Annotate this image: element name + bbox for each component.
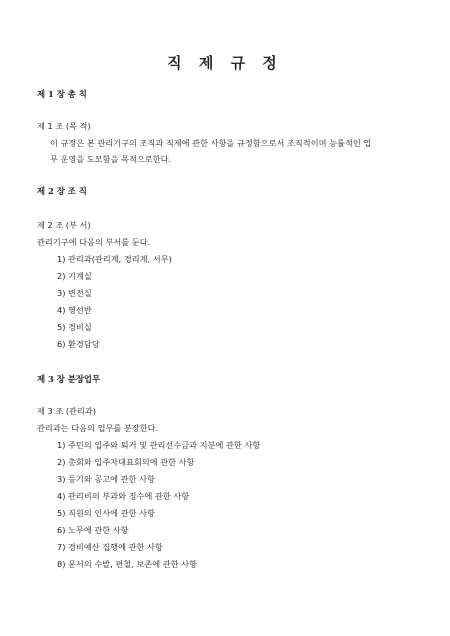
chapter-2-heading: 제 2 장 조 직 <box>37 186 87 196</box>
list-item: 6) 노무에 관한 사항 <box>57 525 129 535</box>
list-item: 8) 문서의 수발, 편철, 보존에 관한 사항 <box>57 559 197 569</box>
document-title: 직 제 규 정 <box>167 54 283 72</box>
article-1-text-line-2: 무 운영을 도모함을 목적으로한다. <box>50 154 172 164</box>
chapter-3-heading: 제 3 장 분장업무 <box>37 374 101 384</box>
list-item: 4) 영선반 <box>57 305 92 315</box>
list-item: 1) 관리과(관리계, 경리계, 서무) <box>57 254 172 264</box>
chapter-1-heading: 제 1 장 총 칙 <box>37 89 87 99</box>
list-item: 3) 변전실 <box>57 288 92 298</box>
list-item: 1) 주민의 입주와 퇴거 및 관리선수금과 지분에 관한 사항 <box>57 440 261 450</box>
article-3-heading: 제 3 조 (관리과) <box>37 406 96 416</box>
article-2-intro: 관리기구에 다음의 부서를 둔다. <box>37 237 151 247</box>
article-1-heading: 제 1 조 (목 적) <box>37 121 91 131</box>
list-item: 2) 총회와 입주자대표회의에 관한 사항 <box>57 457 195 467</box>
list-item: 2) 기계실 <box>57 271 92 281</box>
article-2-heading: 제 2 조 (부 서) <box>37 220 91 230</box>
list-item: 3) 등기와 공고에 관한 사항 <box>57 474 155 484</box>
list-item: 5) 경비실 <box>57 322 92 332</box>
list-item: 4) 관리비의 부과와 징수에 관한 사항 <box>57 491 190 501</box>
list-item: 5) 직원의 인사에 관한 사항 <box>57 508 155 518</box>
article-3-intro: 관리과는 다음의 업무를 분장한다. <box>37 423 159 433</box>
list-item: 7) 경비예산 집행에 관한 사항 <box>57 542 163 552</box>
list-item: 6) 환경담당 <box>57 339 100 349</box>
article-1-text-line-1: 이 규정은 본 관리기구의 조직과 직제에 관한 사항을 규정함으로서 조직적이며 능률적인 업 <box>50 138 372 148</box>
